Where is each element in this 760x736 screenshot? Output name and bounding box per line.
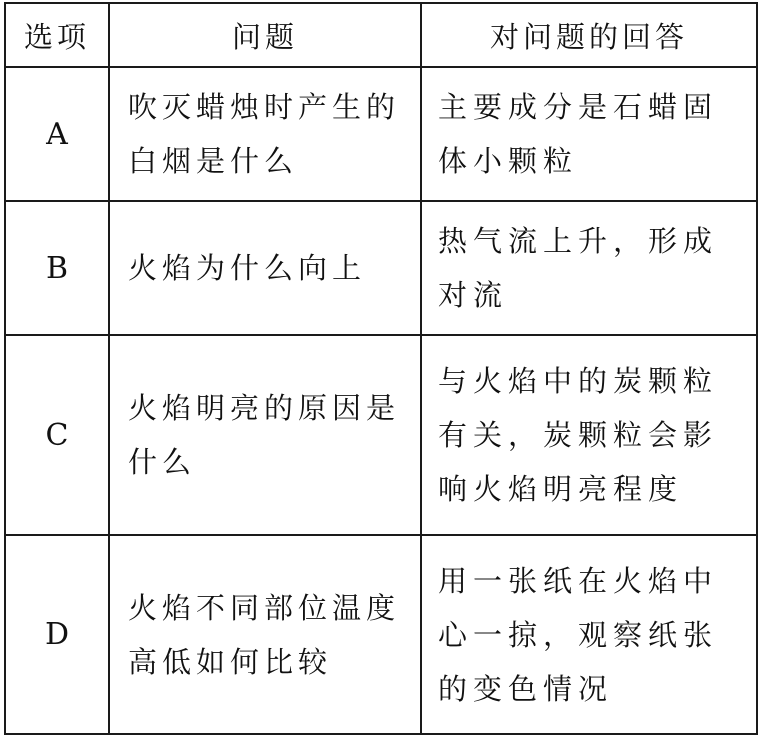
question-cell [109, 535, 421, 734]
option-cell: D [5, 535, 109, 734]
option-cell: C [5, 335, 109, 535]
answer-cell [421, 201, 757, 335]
answer-text: 主要成分是石蜡固体小颗粒 [438, 90, 719, 178]
question-cell [109, 201, 421, 335]
question-text: 吹灭蜡烛时产生的白烟是什么 [128, 90, 401, 178]
option-cell: A [5, 67, 109, 201]
table-row [5, 67, 757, 201]
header-option: 选项 [5, 3, 109, 67]
answer-cell [421, 67, 757, 201]
header-question: 问题 [109, 3, 421, 67]
table-row [5, 335, 757, 535]
question-text: 火焰为什么向上 [128, 251, 367, 285]
qa-table [4, 2, 758, 735]
qa-table-container [4, 2, 756, 733]
question-cell [109, 67, 421, 201]
table-row [5, 201, 757, 335]
table-row [5, 535, 757, 734]
question-text: 火焰不同部位温度高低如何比较 [128, 590, 401, 679]
answer-text: 与火焰中的炭颗粒有关，炭颗粒会影响火焰明亮程度 [438, 364, 719, 506]
question-text: 火焰明亮的原因是什么 [128, 391, 401, 479]
answer-text: 热气流上升，形成对流 [438, 224, 719, 312]
answer-cell [421, 535, 757, 734]
answer-text: 用一张纸在火焰中心一掠，观察纸张的变色情况 [438, 563, 719, 706]
question-cell [109, 335, 421, 535]
table-header-row [5, 3, 757, 67]
option-cell: B [5, 201, 109, 335]
answer-cell [421, 335, 757, 535]
header-answer: 对问题的回答 [421, 3, 757, 67]
